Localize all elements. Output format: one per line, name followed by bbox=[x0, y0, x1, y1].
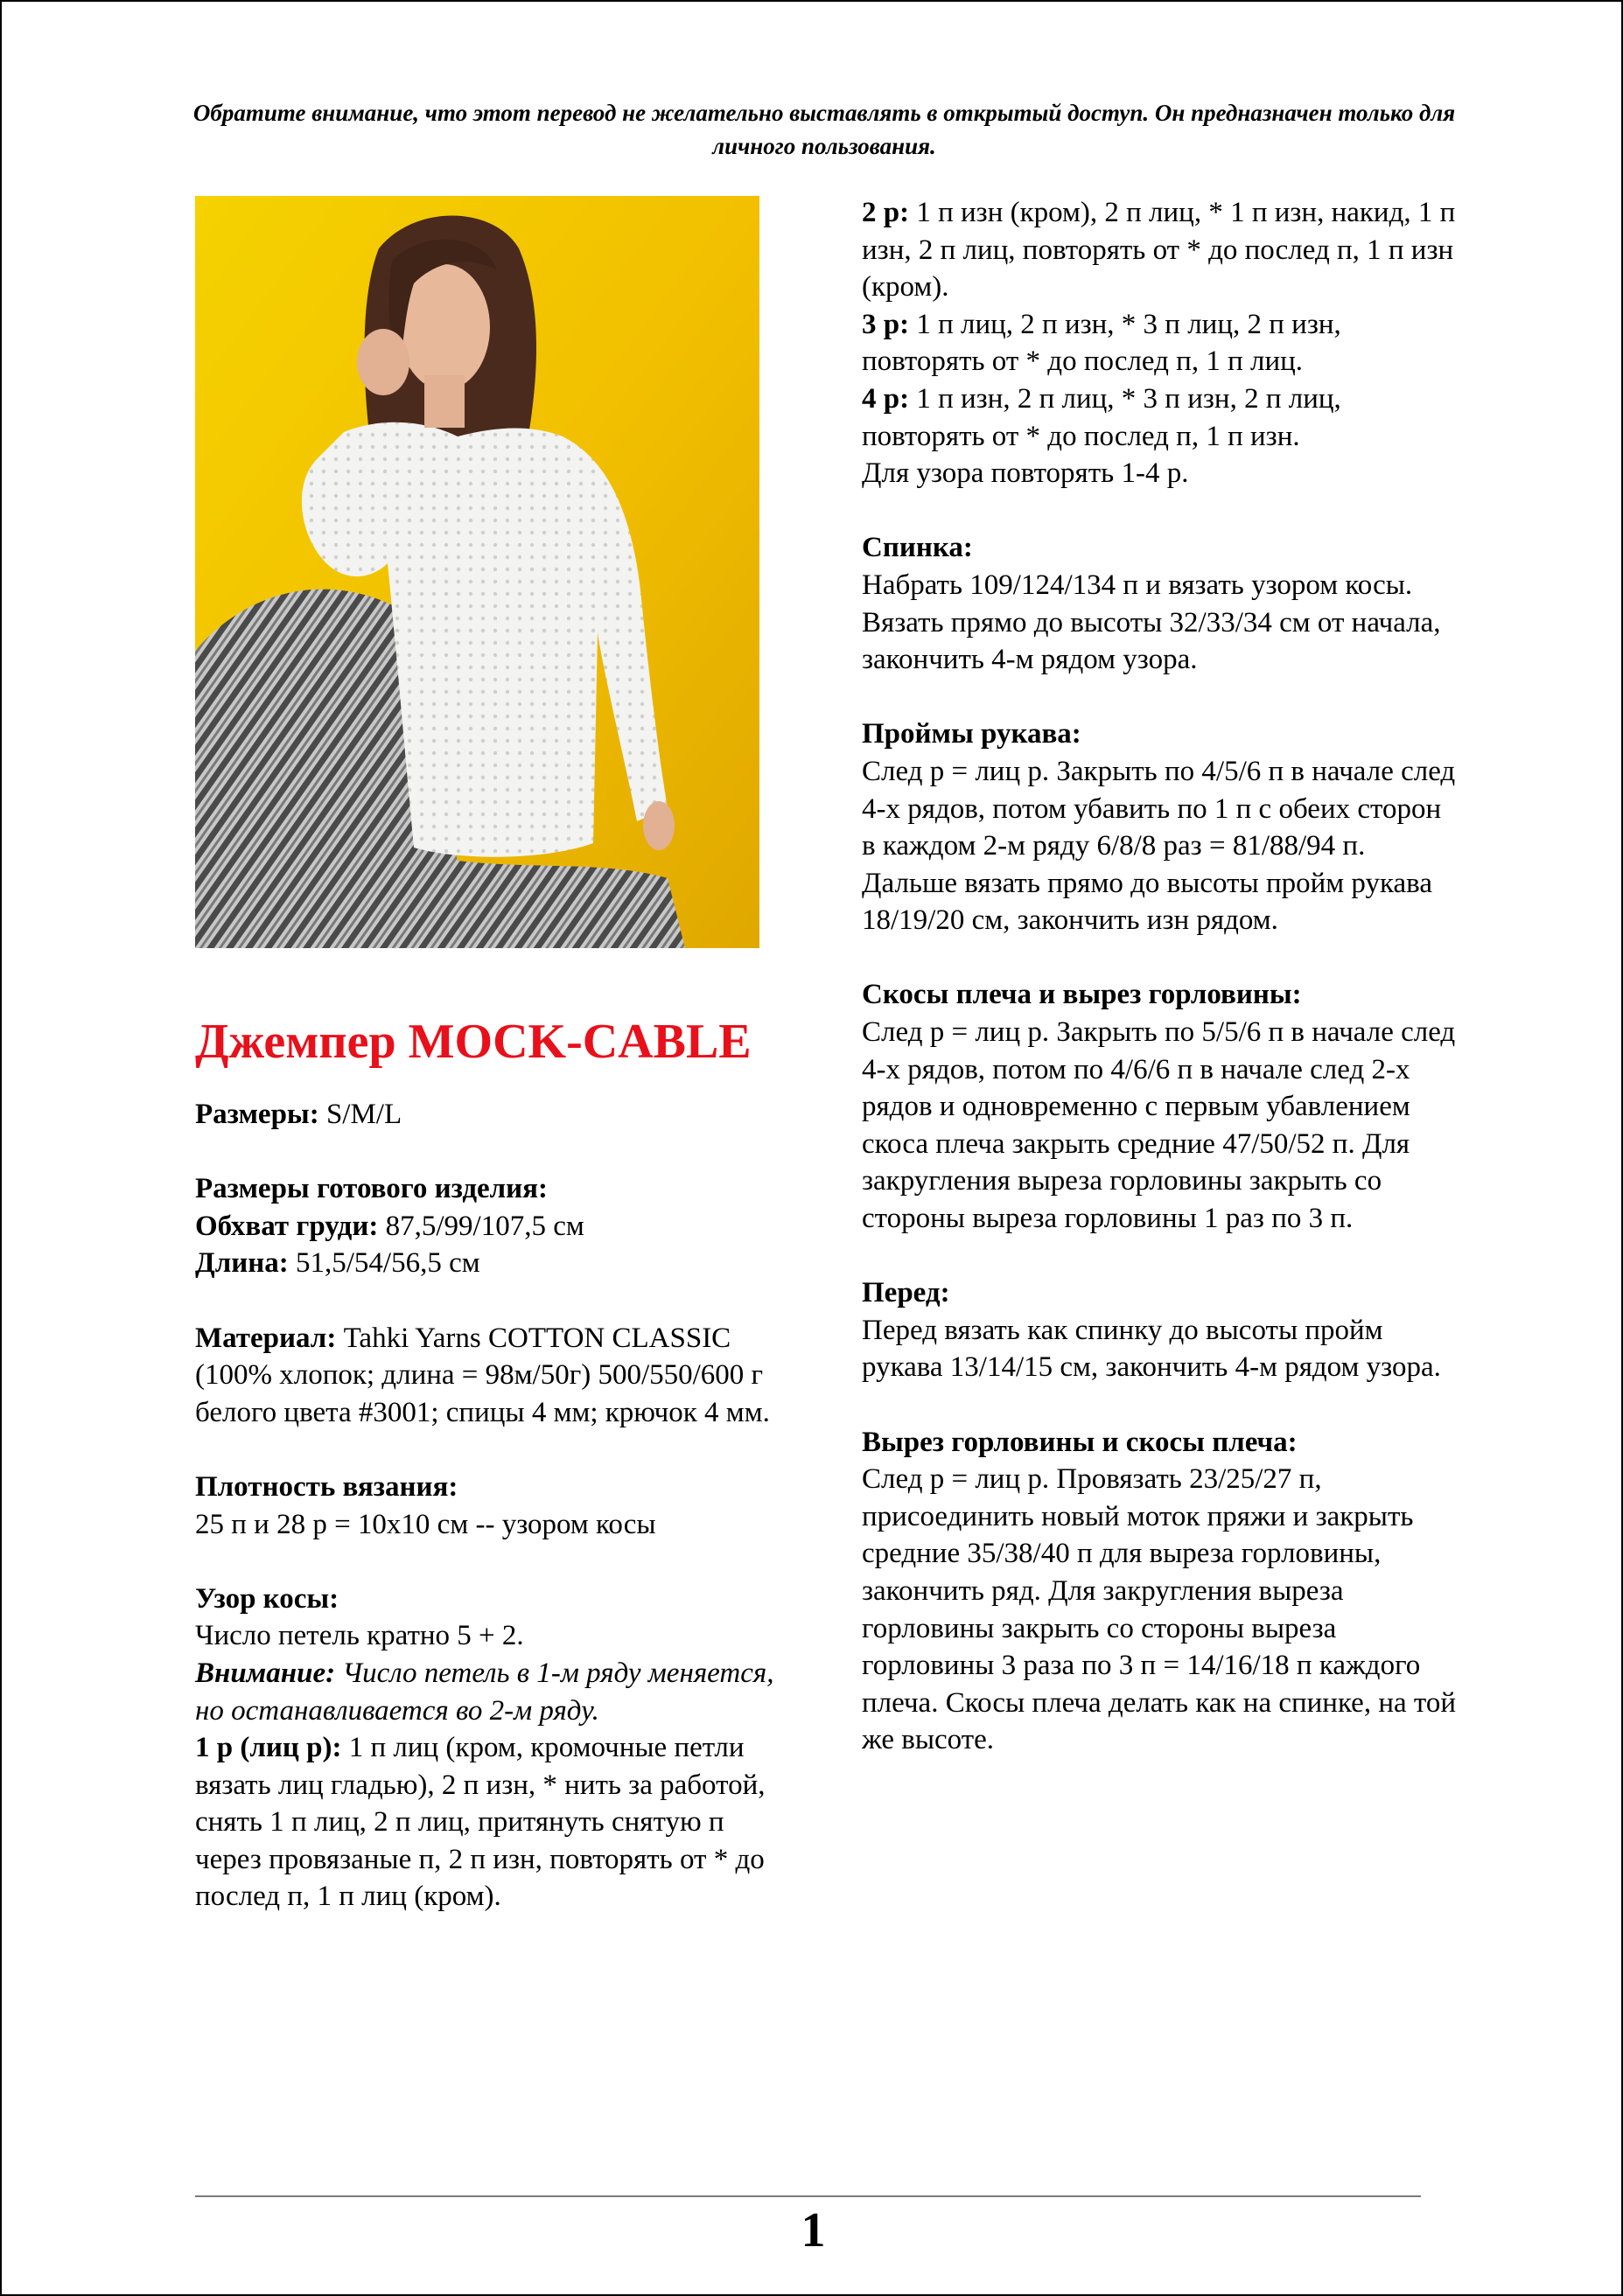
neck-section bbox=[862, 1424, 1457, 1759]
row2-text: 1 п изн (кром), 2 п лиц, * 1 п изн, накид, 1 п изн, 2 п лиц, повторять от * до послед п, 1 п изн (кром). bbox=[862, 197, 1456, 304]
attention-label: Внимание: bbox=[195, 1657, 336, 1689]
armholes-section bbox=[862, 715, 1457, 939]
material-value: Tahki Yarns COTTON CLASSIC (100% хлопок; длина = 98м/50г) 500/550/600 г белого цвета #3001; спицы 4 мм; крючок 4 мм. bbox=[195, 1322, 770, 1428]
back-text: Набрать 109/124/134 п и вязать узором косы. Вязать прямо до высоты 32/33/34 см от начала, закончить 4-м рядом узора. bbox=[862, 569, 1441, 676]
pattern-section bbox=[195, 1581, 790, 1916]
page-number: 1 bbox=[801, 2203, 826, 2258]
sizes-value: S/M/L bbox=[318, 1099, 402, 1130]
armholes-heading: Проймы рукава: bbox=[862, 718, 1081, 750]
back-heading: Спинка: bbox=[862, 532, 973, 564]
model-photo bbox=[195, 196, 759, 948]
back-section bbox=[862, 529, 1457, 678]
row3-label: 3 р: bbox=[862, 308, 910, 340]
length-value: 51,5/54/56,5 см bbox=[288, 1247, 480, 1280]
row4-text: 1 п изн, 2 п лиц, * 3 п изн, 2 п лиц, повторять от * до послед п, 1 п изн. bbox=[862, 382, 1341, 452]
row2-label: 2 р: bbox=[862, 197, 910, 228]
gauge-section bbox=[195, 1469, 790, 1543]
bust-label: Обхват груди: bbox=[195, 1210, 379, 1242]
gauge-value: 25 п и 28 р = 10x10 см -- узором косы bbox=[195, 1508, 656, 1540]
attention-text: Число петель в 1-м ряду меняется, но останавливается во 2-м ряду. bbox=[195, 1657, 774, 1727]
shoulders-section bbox=[862, 976, 1457, 1237]
row1-text: 1 п лиц (кром, кромочные петли вязать лиц гладью), 2 п изн, * нить за работой, снять 1 п лиц, 2 п лиц, притянуть снятую п через провязаные п, 2 п изн, повторять от * до послед п, 1 п лиц (кром). bbox=[195, 1732, 766, 1913]
front-section bbox=[862, 1274, 1457, 1386]
right-column bbox=[862, 194, 1457, 1759]
privacy-notice: Обратите внимание, что этот перевод не желательно выставлять в открытый доступ. Он предназначен только для личного пользования. bbox=[192, 100, 1456, 159]
footer-divider bbox=[195, 2195, 1421, 2197]
model-photo-illustration bbox=[195, 196, 759, 948]
sizes-line bbox=[195, 1096, 790, 1134]
shoulders-heading: Скосы плеча и вырез горловины: bbox=[862, 979, 1302, 1011]
length-label: Длина: bbox=[195, 1247, 289, 1280]
sizes-label: Размеры: bbox=[195, 1099, 319, 1130]
pattern-title: Джемпер MOCK-CABLE bbox=[195, 1015, 752, 1069]
pattern-multiple: Число петель кратно 5 + 2. bbox=[195, 1620, 524, 1652]
neck-heading: Вырез горловины и скосы плеча: bbox=[862, 1426, 1298, 1458]
material-label: Материал: bbox=[195, 1322, 337, 1354]
finished-heading: Размеры готового изделия: bbox=[195, 1173, 549, 1205]
row3-text: 1 п лиц, 2 п изн, * 3 п лиц, 2 п изн, повторять от * до послед п, 1 п лиц. bbox=[862, 308, 1341, 378]
material-section bbox=[195, 1320, 790, 1432]
left-column bbox=[195, 1014, 790, 1916]
neck-text: След р = лиц р. Провязать 23/25/27 п, присоединить новый моток пряжи и закрыть средние 35/38/40 п для выреза горловины, закончить ряд. Для закругления выреза горловины закрыть со стороны выреза горловины 3 раза по 3 п = 14/16/18 п каждого плеча. Скосы плеча делать как на спинке, на той же высоте. bbox=[862, 1463, 1457, 1756]
gauge-heading: Плотность вязания: bbox=[195, 1470, 458, 1503]
front-text: Перед вязать как спинку до высоты пройм рукава 13/14/15 см, закончить 4-м рядом узора. bbox=[862, 1314, 1441, 1384]
pattern-heading: Узор косы: bbox=[195, 1582, 339, 1615]
row4-label: 4 р: bbox=[862, 382, 910, 415]
front-heading: Перед: bbox=[862, 1277, 950, 1309]
shoulders-text: След р = лиц р. Закрыть по 5/5/6 п в начале след 4-х рядов, потом по 4/6/6 п в начале след 2-х рядов и одновременно с первым убавлением скоса плеча закрыть средние 47/50/52 п. Для закругления выреза горловины закрыть со стороны выреза горловины 1 раз по 3 п. bbox=[862, 1016, 1456, 1235]
pattern-rows-continued bbox=[862, 194, 1457, 492]
finished-section bbox=[195, 1170, 790, 1282]
row1-label: 1 р (лиц р): bbox=[195, 1732, 342, 1764]
armholes-text: След р = лиц р. Закрыть по 4/5/6 п в начале след 4-х рядов, потом убавить по 1 п с обеих сторон в каждом 2-м ряду 6/8/8 раз = 81/88/94 п. Дальше вязать прямо до высоты пройм рукава 18/19/20 см, закончить изн рядом. bbox=[862, 755, 1456, 937]
pattern-repeat: Для узора повторять 1-4 р. bbox=[862, 457, 1189, 490]
bust-value: 87,5/99/107,5 см bbox=[378, 1210, 584, 1242]
